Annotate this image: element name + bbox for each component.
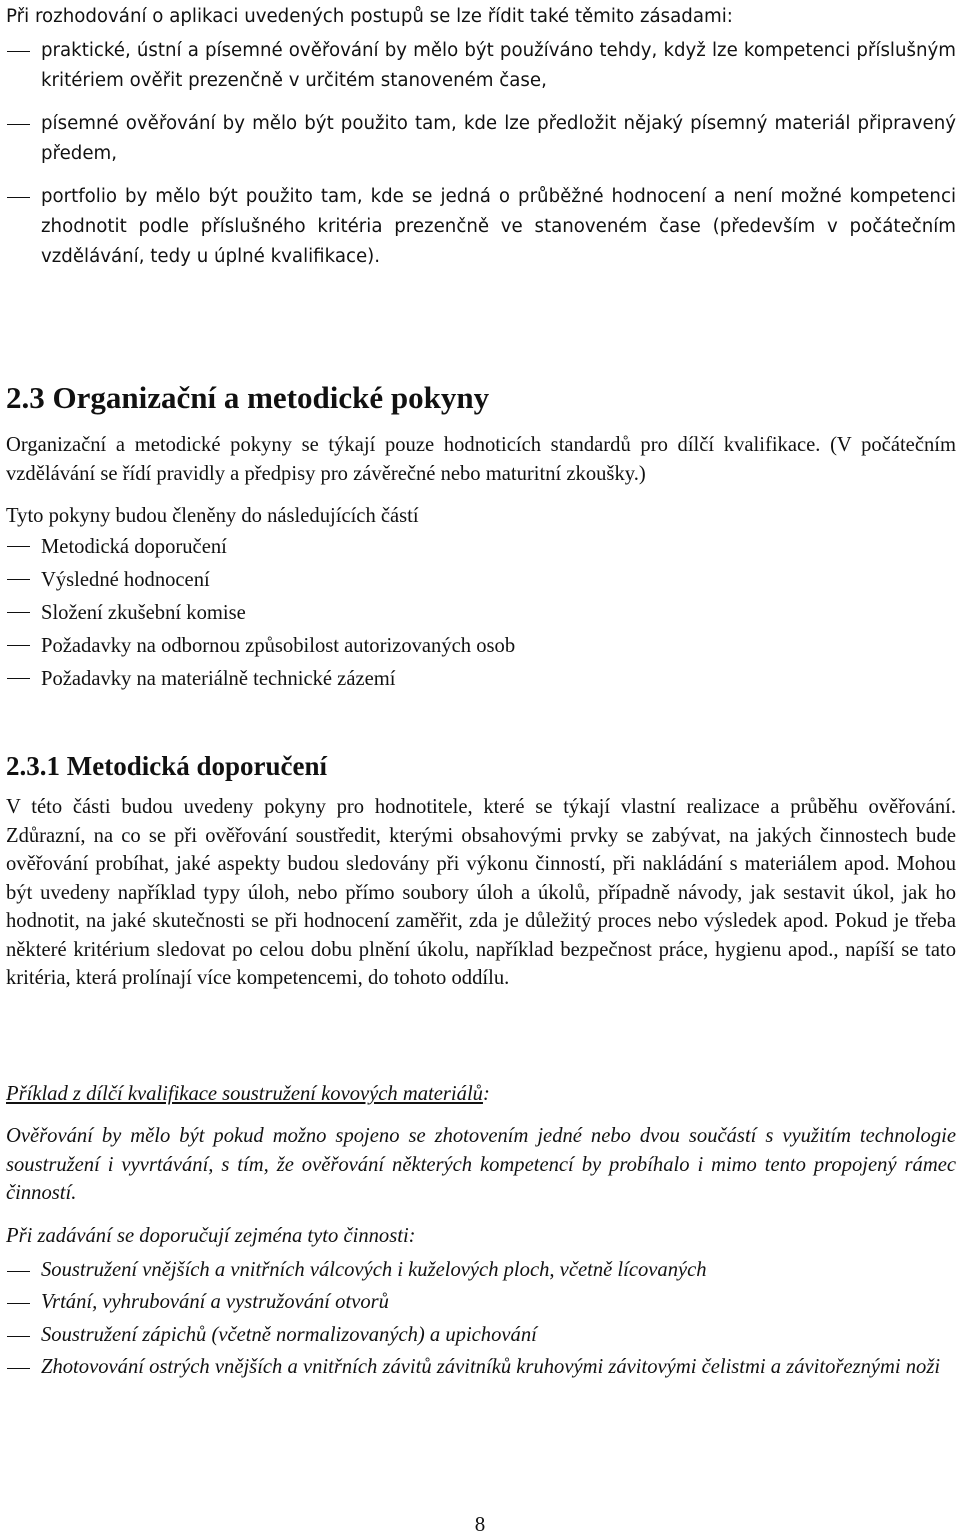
section-2-3-list-lead: Tyto pokyny budou členěny do následujících částí	[6, 505, 419, 527]
list-item	[0, 1321, 956, 1349]
list-item-text: Požadavky na materiálně technické zázemí	[41, 667, 396, 690]
list-item-text: Vrtání, vyhrubování a vystružování otvorů	[41, 1291, 389, 1313]
list-item-text: písemné ověřování by mělo být použito tam, kde lze předložit nějaký písemný materiál připravený předem,	[41, 113, 956, 164]
list-item	[0, 663, 956, 696]
example-paragraph: Ověřování by mělo být pokud možno spojeno se zhotovením jedné nebo dvou součástí s využitím technologie soustružení i vyvrtávání, s tím, že ověřování některých kompetencí by probíhalo i mimo tento propojený rámec činností.	[6, 1125, 956, 1204]
example-list-block	[0, 1222, 960, 1386]
dash-bullet-icon	[7, 51, 30, 52]
intro-lead: Při rozhodování o aplikaci uvedených postupů se lze řídit také těmito zásadami:	[6, 6, 733, 27]
list-item-text: Soustružení zápichů (včetně normalizovaných) a upichování	[41, 1323, 537, 1346]
section-2-3-1-block	[0, 793, 960, 993]
section-2-3-list-block	[0, 502, 960, 696]
list-item	[0, 597, 956, 630]
intro-list	[0, 36, 960, 272]
section-2-3-list	[0, 531, 960, 696]
dash-bullet-icon	[7, 1303, 30, 1304]
section-2-3-1-paragraph: V této části budou uvedeny pokyny pro hodnotitele, které se týkají vlastní realizace a průběhu ověřování. Zdůrazní, na co se při ověřování soustředit, kterými obsahovými prvky se zabývat, na jakých činnostech bude ověřování probíhat, jaké aspekty budou sledovány při výkonu činností, při nakládání s materiálem apod. Mohou být uvedeny například typy úloh, nebo přímo soubory úloh a úkolů, případně návody, jak sestavit úkol, jak ho hodnotit, na jaké skutečnosti se při hodnocení zaměřit, zda je důležitý proces nebo výsledek apod. Pokud je třeba některé kritérium sledovat po celou dobu plnění úkolu, například bezpečnost práce, hygienu apod., napíší se tato kritéria, která prolínají více kompetencemi, do tohoto oddílu.	[6, 796, 956, 989]
dash-bullet-icon	[7, 124, 30, 125]
dash-bullet-icon	[7, 612, 30, 613]
intro-section	[0, 2, 960, 285]
list-item	[0, 1256, 956, 1284]
list-item	[0, 1288, 956, 1316]
example-title-suffix: :	[482, 1083, 490, 1105]
example-title-block	[0, 1080, 960, 1109]
list-item	[0, 36, 956, 96]
dash-bullet-icon	[7, 1336, 30, 1337]
example-list	[0, 1256, 960, 1382]
list-item-text: Požadavky na odbornou způsobilost autorizovaných osob	[41, 634, 516, 657]
page-number: 8	[474, 1512, 486, 1536]
dash-bullet-icon	[7, 1271, 30, 1272]
list-item	[0, 630, 956, 663]
section-2-3-paragraph: Organizační a metodické pokyny se týkají pouze hodnoticích standardů pro dílčí kvalifikace. (V počátečním vzdělávání se řídí pravidly a předpisy pro závěrečné nebo maturitní zkoušky.)	[6, 434, 956, 485]
dash-bullet-icon	[7, 546, 30, 547]
section-2-3-paragraph-block	[0, 431, 960, 488]
list-item-text: Metodická doporučení	[41, 535, 227, 558]
list-item	[0, 1353, 956, 1381]
list-item	[0, 182, 956, 272]
list-item-text: Zhotovování ostrých vnějších a vnitřních závitů závitníků kruhovými závitovými čelistmi a závitořeznými noži	[41, 1356, 941, 1378]
dash-bullet-icon	[7, 197, 30, 198]
example-title	[0, 1080, 956, 1109]
list-item-text: portfolio by mělo být použito tam, kde se jedná o průběžné hodnocení a není možné kompetenci zhodnotit podle příslušného kritéria prezenčně ve stanoveném čase (především v počátečním vzdělávání, tedy u úplné kvalifikace).	[41, 186, 956, 267]
example-title-text: Příklad z dílčí kvalifikace soustružení kovových materiálů	[6, 1083, 483, 1105]
list-item	[0, 531, 956, 564]
list-item	[0, 564, 956, 597]
dash-bullet-icon	[7, 579, 30, 580]
list-item-text: Složení zkušební komise	[41, 601, 246, 624]
dash-bullet-icon	[7, 678, 30, 679]
section-heading-2-3: 2.3 Organizační a metodické pokyny	[6, 380, 490, 415]
list-item	[0, 109, 956, 169]
section-heading-2-3-1: 2.3.1 Metodická doporučení	[6, 751, 327, 781]
dash-bullet-icon	[7, 1368, 30, 1369]
dash-bullet-icon	[7, 645, 30, 646]
list-item-text: praktické, ústní a písemné ověřování by mělo být používáno tehdy, když lze kompetenci příslušným kritériem ověřit prezenčně v určitém stanoveném čase,	[41, 40, 956, 91]
list-item-text: Výsledné hodnocení	[41, 568, 210, 591]
list-item-text: Soustružení vnějších a vnitřních válcových i kuželových ploch, včetně lícovaných	[41, 1258, 707, 1281]
example-list-lead: Při zadávání se doporučují zejména tyto činnosti:	[6, 1225, 416, 1247]
example-paragraph-block	[0, 1122, 960, 1208]
